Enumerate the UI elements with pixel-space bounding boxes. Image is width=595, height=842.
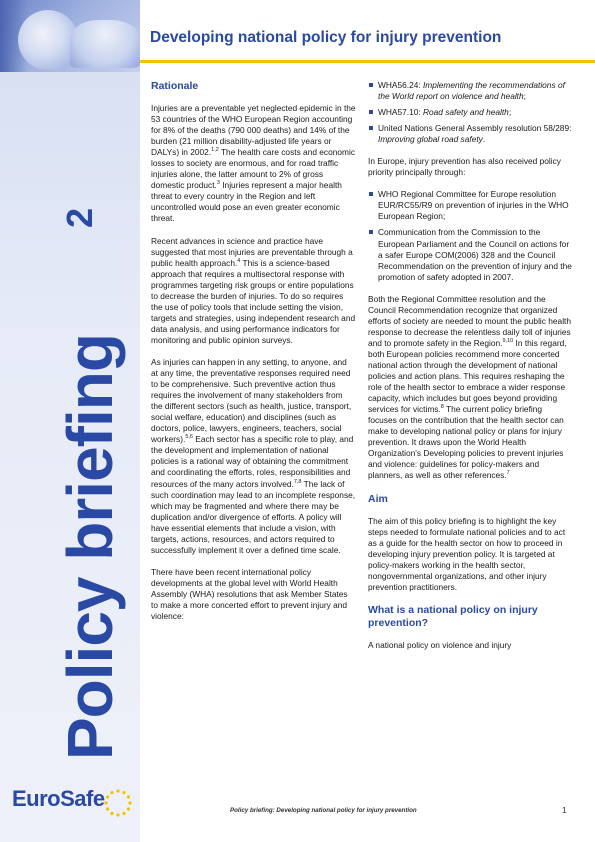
footnote-ref: 7,8 <box>293 478 302 485</box>
aim-heading: Aim <box>368 492 388 505</box>
title-rule <box>140 60 595 63</box>
text-span: The health care costs and economic losses to society are enormous, and for road traffic injuries alone, the latter amount to 2% of gross domestic product. <box>151 147 356 191</box>
page-number: 1 <box>562 805 567 815</box>
page-title: Developing national policy for injury prevention <box>150 29 502 46</box>
footnote-ref: 8 <box>440 404 444 411</box>
text-span: ; <box>523 91 526 102</box>
text-span: In this regard, both European policies recommend more concerted national action through the development of national policies and action plans. This requires reshaping the role of the health sector to embrace a wider response capacity, which includes but goes beyond providing services for victims. <box>368 337 567 415</box>
list-item <box>368 80 573 102</box>
footnote-ref: 7 <box>506 470 510 477</box>
rationale-heading: Rationale <box>151 80 199 92</box>
resolution-title: Improving global road safety <box>378 134 483 145</box>
text-span: Recent advances in science and practice have suggested that most injuries are preventable through a public health approach. <box>151 235 353 268</box>
text-span: WHA57.10: <box>378 107 423 118</box>
footnote-ref: 1,2 <box>211 147 219 154</box>
left-column <box>151 80 356 633</box>
text-span: The current policy briefing focuses on the contribution that the health sector can make to developing national policy or plans for injury prevention. It draws upon the World Health Organization's Developing policies to prevent injuries and violence: guidelines for policy-makers and planners, as well as other references. <box>368 404 564 481</box>
footnote-ref: 4 <box>237 257 241 264</box>
footer-running-title: Policy briefing: Developing national policy for injury prevention <box>230 807 417 814</box>
wha-resolution-list <box>368 80 573 145</box>
photo-figure-left <box>18 10 78 70</box>
text-span: This is a science-based approach that requires a multisectoral response with programmes targeting risk groups or entire populations to decrease the burden of injuries. To do so requires the use of policy tools that include setting the vision, targets and strategies, using independent research and data analysis, and using performance indicators for monitoring and public opinion surveys. <box>151 257 356 345</box>
national-policy-paragraph: A national policy on violence and injury <box>368 639 512 650</box>
briefing-number: 2 <box>59 207 100 228</box>
footnote-ref: 3 <box>216 180 220 187</box>
europe-policy-list <box>368 189 573 282</box>
text-span: . <box>482 134 486 145</box>
text-span: United Nations General Assembly resolution 58/289: <box>378 123 572 134</box>
rationale-paragraph-1 <box>151 103 356 225</box>
rationale-paragraph-3 <box>151 357 356 556</box>
list-item <box>368 123 573 145</box>
right-column <box>368 80 573 662</box>
vertical-title <box>10 182 128 762</box>
text-span: Each sector has a specific role to play, and the development and implementation of national policies is a rational way of obtaining the commitment and coordinating the efforts, roles, responsibilities and resources of the many actors involved. <box>151 434 354 489</box>
europe-intro: In Europe, injury prevention has also received policy priority principally through: <box>368 156 561 178</box>
text-span: Both the Regional Committee resolution and the Council Recommendation recognize that organized efforts of society are needed to mount the public health response to decrease the relentless daily toll of injuries and to promote safety in the Region. <box>368 293 572 348</box>
rationale-paragraph-2 <box>151 236 356 346</box>
header-photo <box>0 0 140 72</box>
footnote-ref: 5,6 <box>185 434 193 441</box>
rationale-paragraph-4: There have been recent international policy developments at the global level with World Health Assembly (WHA) resolutions that ask Member States to make a more concerted effort to prevent injury and violence: <box>151 566 348 622</box>
photo-figure-right <box>70 20 140 68</box>
eurosafe-logo: EuroSafe <box>12 786 105 811</box>
national-policy-heading: What is a national policy on injury prevention? <box>368 603 538 629</box>
policy-paragraph <box>368 294 573 482</box>
resolution-title: Road safety and health <box>422 107 509 118</box>
footnote-ref: 9,10 <box>502 338 514 345</box>
text-span: ; <box>508 107 512 118</box>
list-item: Communication from the Commission to the European Parliament and the Council on actions for a safer Europe COM(2006) 328 and the Council Recommendation on the prevention of injury and the promotion of safety adopted in 2007. <box>368 227 573 282</box>
vertical-title-text: Policy briefing <box>54 334 126 760</box>
eu-stars-icon <box>103 788 133 818</box>
text-span: The lack of such coordination may lead to an incomplete response, which may be fragmented and where there may be duplication and/or divergence of efforts. A policy will have essential elements that include a vision, with targets, actions, resources, and actors required to successfully implement it over a defined time scale. <box>151 478 356 555</box>
text-span: Injuries are a preventable yet neglected epidemic in the 53 countries of the WHO European Region accounting for 8% of the deaths (790 000 deaths) and 14% of the burden (21 million disability-adjusted life years or DALYs) in 2002. <box>151 103 356 158</box>
resolution-title: Implementing the recommendations of the World report on violence and health <box>378 80 565 102</box>
text-span: Injuries represent a major health threat to every country in the Region and left uncontrolled would pose an even greater economic threat. <box>151 180 342 224</box>
list-item <box>368 107 573 118</box>
text-span: WHA56.24: <box>378 80 423 90</box>
list-item: WHO Regional Committee for Europe resolution EUR/RC55/R9 on prevention of injuries in the WHO European Region; <box>368 189 573 222</box>
aim-paragraph: The aim of this policy briefing is to highlight the key steps needed to formulate national policies and to act as a guide for the health sector on how to proceed in developing injury prevention policy. It is targeted at policy-makers working in the health sector, nongovernmental organizations, and other injury prevention practitioners. <box>368 515 566 592</box>
text-span: As injuries can happen in any setting, to anyone, and at any time, the preventative responses required need to be comprehensive. Such preventive action thus requires the involvement of many stakeholders from the different sectors (such as health, justice, transport, social welfare, education) and disciplines (such as doctors, police, lawyers, engineers, teachers, social workers). <box>151 356 352 445</box>
